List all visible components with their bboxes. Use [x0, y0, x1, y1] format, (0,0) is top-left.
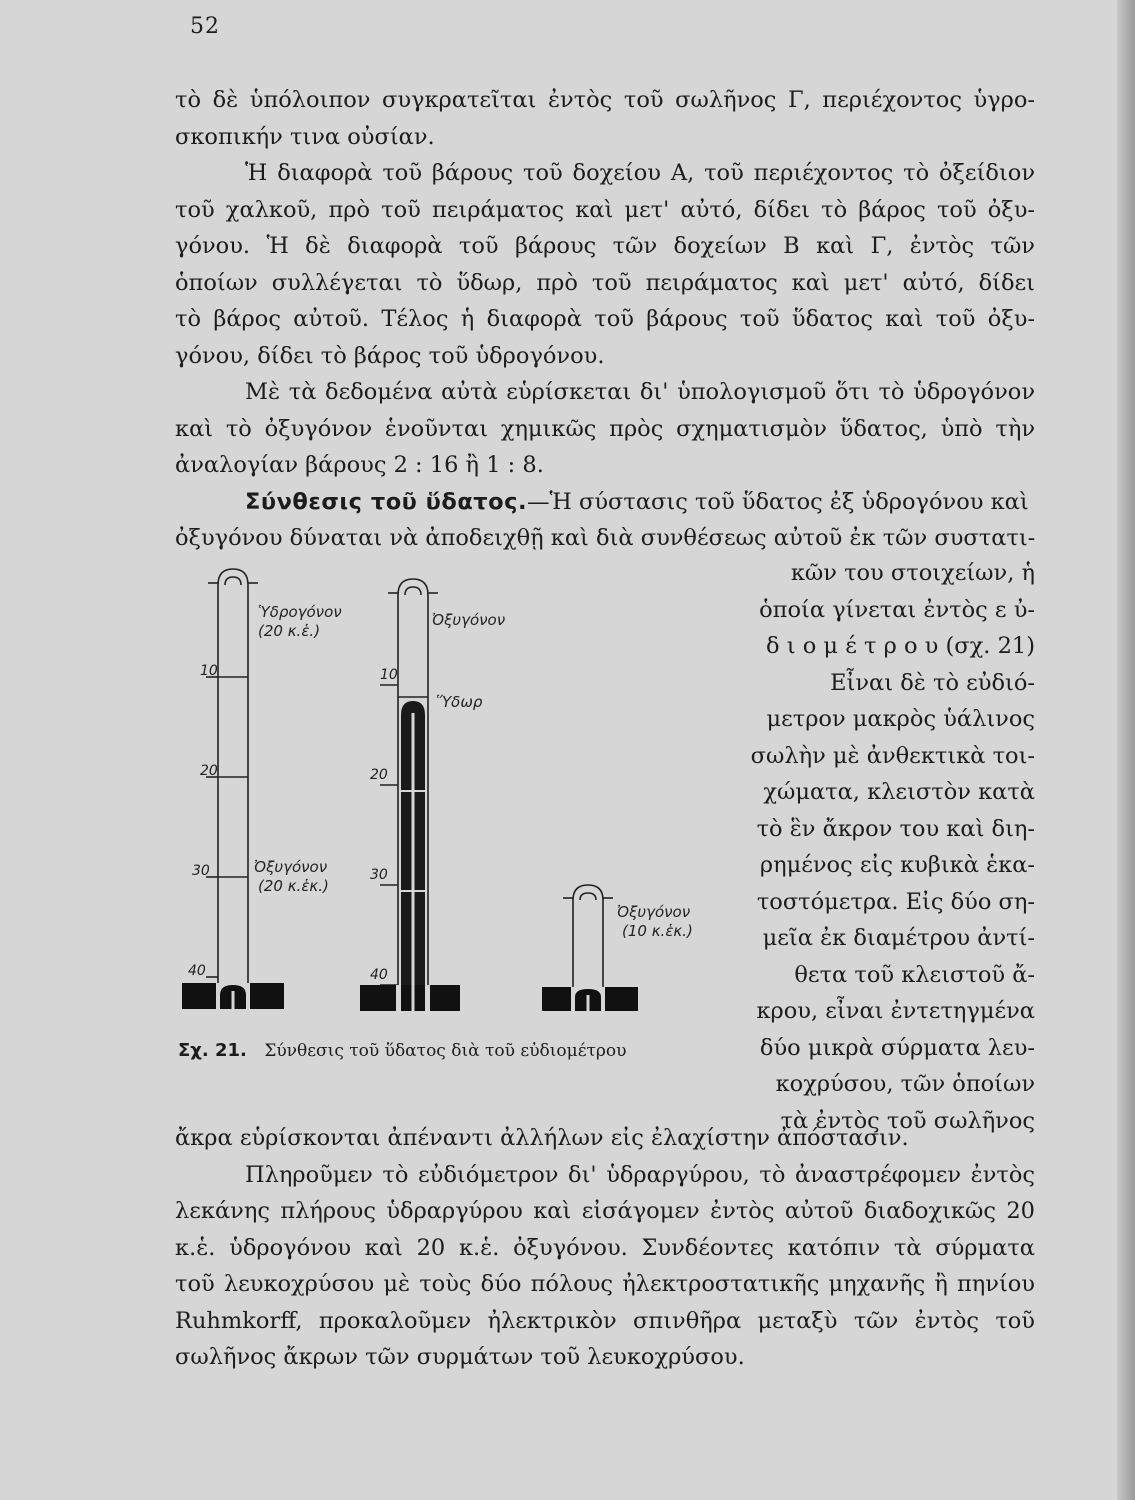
- tube3-label-oxygen: Ὀξυγόνον: [617, 903, 691, 921]
- figure-eudiometer: [170, 555, 735, 1085]
- page-number: 52: [190, 14, 220, 39]
- text-line: σωλῆνος ἄκρων τῶν συρμάτων τοῦ λευκοχρύσου.: [175, 1344, 745, 1370]
- section-heading-line: [175, 484, 1035, 521]
- text-line: μεῖα ἐκ διαμέτρου ἀντί-: [762, 925, 1035, 951]
- text-line: κοχρύσου, τῶν ὁποίων: [775, 1071, 1035, 1097]
- body-text-top: [175, 82, 1035, 557]
- page-edge: [1117, 0, 1135, 1500]
- text-line: ὀξυγόνου δύναται νὰ ἀποδειχθῇ καὶ διὰ συνθέσεως αὐτοῦ ἐκ τῶν συστατι-: [175, 525, 1036, 551]
- text-line: Μὲ τὰ δεδομένα αὐτὰ εὑρίσκεται δι' ὑπολογισμοῦ ὅτι τὸ ὑδρογόνον: [245, 379, 1035, 405]
- mercury-basin-2: [360, 985, 460, 1011]
- text-line: δ ι ο μ έ τ ρ ο υ (σχ. 21): [766, 633, 1035, 659]
- mercury-basin-3: [542, 987, 638, 1011]
- tube1-scale-20: 20: [200, 763, 218, 779]
- mercury-basin-1: [182, 983, 284, 1009]
- text-line: Πληροῦμεν τὸ εὐδιόμετρον δι' ὑδραργύρου, τὸ ἀναστρέφομεν ἐντὸς: [245, 1161, 1035, 1188]
- text-line: Εἶναι δὲ τὸ εὐδιό-: [830, 669, 1035, 696]
- text-line: ἄκρα εὑρίσκονται ἀπέναντι ἀλλήλων εἰς ἐλαχίστην ἀπόστασιν.: [175, 1125, 909, 1151]
- text-line: θετα τοῦ κλειστοῦ ἄ-: [794, 961, 1035, 988]
- right-column-text: [745, 555, 1035, 1139]
- tube1-label-hydrogen-amount: (20 κ.ἑ.): [258, 622, 321, 640]
- text-line: Ἡ διαφορὰ τοῦ βάρους τοῦ δοχείου Α, τοῦ περιέχοντος τὸ ὀξείδιον: [245, 160, 1035, 186]
- tube1-scale-40: 40: [188, 963, 206, 979]
- text-line: τὸ δὲ ὑπόλοιπον συγκρατεῖται ἐντὸς τοῦ σωλῆνος Γ, περιέχοντος ὑγρο-: [175, 87, 1035, 113]
- text-line: —Ἡ σύστασις τοῦ ὕδατος ἐξ ὑδρογόνου καὶ: [527, 488, 1029, 515]
- tube1-label-oxygen-amount: (20 κ.ἑκ.): [258, 877, 329, 895]
- text-line: σωλὴν μὲ ἀνθεκτικὰ τοι-: [750, 742, 1035, 769]
- text-line: καὶ τὸ ὀξυγόνον ἑνοῦνται χημικῶς πρὸς σχηματισμὸν ὕδατος, ὑπὸ τὴν: [175, 415, 1035, 442]
- text-line: κ.ἑ. ὑδρογόνου καὶ 20 κ.ἑ. ὀξυγόνου. Συνδέοντες κατόπιν τὰ σύρματα: [175, 1234, 1035, 1261]
- tube2-scale-20: 20: [370, 767, 388, 783]
- figure-caption-number: Σχ. 21.: [178, 1040, 247, 1061]
- text-line: ὁποία γίνεται ἐντὸς ε ὐ-: [759, 596, 1035, 623]
- body-text-bottom: [175, 1120, 1035, 1376]
- text-line: λεκάνης πλήρους ὑδραργύρου καὶ εἰσάγομεν ἐντὸς αὐτοῦ διαδοχικῶς 20: [175, 1198, 1035, 1224]
- tube2-scale-10: 10: [380, 667, 398, 683]
- text-line: τὰ ἐντὸς τοῦ σωλῆνος: [780, 1107, 1035, 1134]
- text-line: ὁποίων συλλέγεται τὸ ὕδωρ, πρὸ τοῦ πειράματος καὶ μετ' αὐτό, δίδει: [175, 269, 1035, 296]
- figure-caption: [178, 1040, 627, 1061]
- text-line: τὸ ἓν ἄκρον του καὶ διη-: [756, 815, 1035, 842]
- tube2-scale-40: 40: [370, 967, 388, 983]
- text-line: τοῦ λευκοχρύσου μὲ τοὺς δύο πόλους ἠλεκτροστατικῆς μηχανῆς ἢ πηνίου: [175, 1271, 1035, 1297]
- tube2-label-oxygen: Ὀξυγόνον: [432, 611, 506, 629]
- water-column: [401, 701, 425, 1011]
- text-line: ρημένος εἰς κυβικὰ ἑκα-: [759, 852, 1035, 878]
- tube1-scale-10: 10: [200, 663, 218, 679]
- text-line: γόνου, δίδει τὸ βάρος τοῦ ὑδρογόνου.: [175, 342, 605, 369]
- text-line: χώματα, κλειστὸν κατὰ: [763, 779, 1035, 805]
- tube2-label-water: Ὕδωρ: [436, 693, 483, 711]
- text-line: κρου, εἶναι ἐντετηγμένα: [756, 998, 1035, 1024]
- tube1-label-oxygen: Ὀξυγόνον: [254, 858, 328, 876]
- section-heading: Σύνθεσις τοῦ ὕδατος.: [245, 488, 527, 515]
- text-line: μετρον μακρὸς ὑάλινος: [766, 706, 1035, 732]
- text-line: γόνου. Ἡ δὲ διαφορὰ τοῦ βάρους τῶν δοχείων Β καὶ Γ, ἐντὸς τῶν: [175, 233, 1035, 259]
- figure-caption-text: Σύνθεσις τοῦ ὕδατος διὰ τοῦ εὐδιομέτρου: [264, 1041, 627, 1061]
- tube1-scale-30: 30: [192, 863, 210, 879]
- text-line: δύο μικρὰ σύρματα λευ-: [759, 1034, 1035, 1061]
- text-line: ἀναλογίαν βάρους 2 : 16 ἢ 1 : 8.: [175, 452, 544, 478]
- text-line: σκοπικήν τινα οὐσίαν.: [175, 123, 435, 150]
- tube1-label-hydrogen: Ὑδρογόνον: [258, 603, 342, 621]
- text-line: τοῦ χαλκοῦ, πρὸ τοῦ πειράματος καὶ μετ' αὐτό, δίδει τὸ βάρος τοῦ ὀξυ-: [175, 196, 1035, 223]
- text-line: τοστόμετρα. Εἰς δύο ση-: [756, 888, 1035, 915]
- text-line: τὸ βάρος αὐτοῦ. Τέλος ἡ διαφορὰ τοῦ βάρους τοῦ ὕδατος καὶ τοῦ ὀξυ-: [175, 306, 1035, 332]
- tube3-label-oxygen-amount: (10 κ.ἑκ.): [622, 922, 693, 940]
- text-line: Ruhmkorff, προκαλοῦμεν ἠλεκτρικὸν σπινθῆρα μεταξὺ τῶν ἐντὸς τοῦ: [175, 1307, 1035, 1334]
- text-line: κῶν του στοιχείων, ἡ: [790, 560, 1035, 586]
- tube2-scale-30: 30: [370, 867, 388, 883]
